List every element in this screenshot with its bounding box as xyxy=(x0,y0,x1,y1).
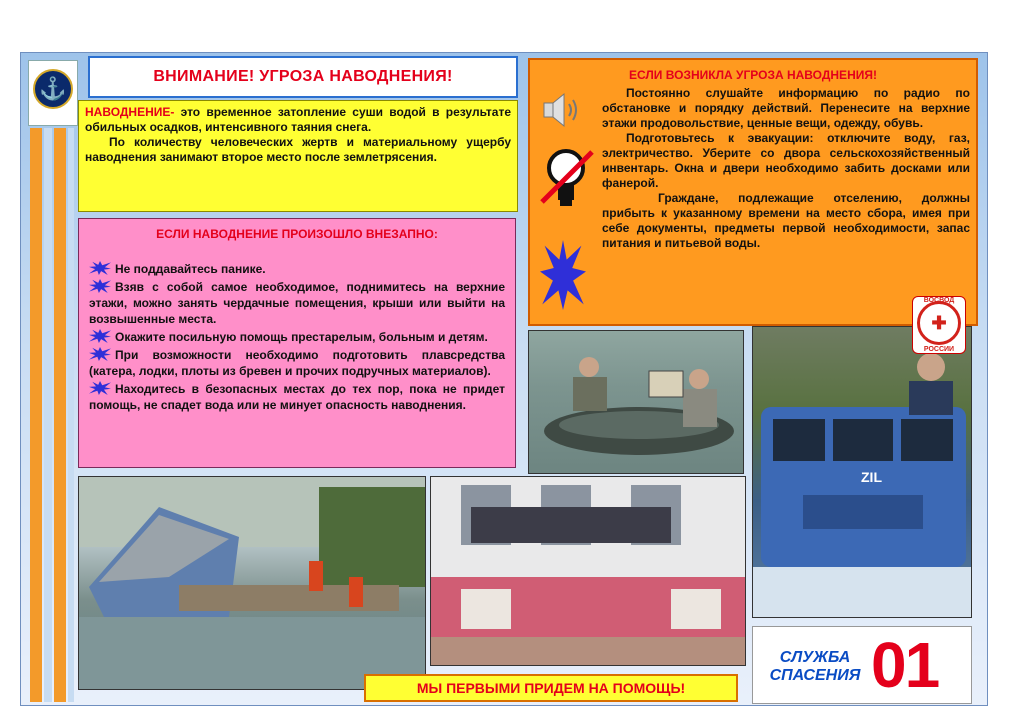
anchor-emblem-icon: ⚓ xyxy=(33,69,73,109)
speaker-icon xyxy=(540,90,584,130)
definition-text: это временное затопление суши водой в результате обильных осадков, интенсивного таяния снега. xyxy=(85,105,511,134)
page-title: ВНИМАНИЕ! УГРОЗА НАВОДНЕНИЯ! xyxy=(88,56,518,98)
rescue-service-logo xyxy=(752,626,972,704)
threat-paragraph: Постоянно слушайте информацию по радио по обстановке и порядку действий. Перенесите на верхние этажи продовольствие, ценные вещи, одежду, обувь. xyxy=(602,86,970,130)
list-item: Окажите посильную помощь престарелым, больным и детям. xyxy=(89,329,505,345)
slogan-banner: МЫ ПЕРВЫМИ ПРИДЕМ НА ПОМОЩЬ! xyxy=(364,674,738,702)
list-item: Находитесь в безопасных местах до тех пор, пока не придет помощь, не спадет вода или не минует опасность наводнения. xyxy=(89,382,505,412)
svg-text:ZIL: ZIL xyxy=(861,469,882,485)
photo-amphibious-vehicle xyxy=(752,326,972,618)
vosvod-badge: ✚ ВОСВОД РОССИИ xyxy=(912,296,966,354)
list-item: Не поддавайтесь панике. xyxy=(89,261,505,277)
sudden-flood-box xyxy=(78,218,516,468)
sudden-flood-title: ЕСЛИ НАВОДНЕНИЕ ПРОИЗОШЛО ВНЕЗАПНО: xyxy=(156,227,438,241)
burst-icon xyxy=(540,240,586,310)
burst-icon xyxy=(89,381,111,395)
side-stripe xyxy=(68,128,74,702)
side-stripe xyxy=(30,128,42,702)
definition-term: НАВОДНЕНИЕ- xyxy=(85,105,175,119)
threat-box xyxy=(528,58,978,326)
threat-paragraph: Подготовьтесь к эвакуации: отключите воду, газ, электричество. Уберите со двора сельскохозяйственный инвентарь. Окна и двери необходимо забить досками или фанерой. xyxy=(602,131,970,190)
threat-paragraph: Граждане, подлежащие отселению, должны прибыть к указанному времени на место сбора, имея при себе документы, предметы первой необходимости, запас питания и питьевой воды. xyxy=(602,191,970,250)
side-stripe xyxy=(44,128,52,702)
photo-rescue-boat xyxy=(528,330,744,474)
threat-text xyxy=(602,86,970,251)
emblem xyxy=(28,60,78,126)
burst-icon xyxy=(89,329,111,343)
threat-title: ЕСЛИ ВОЗНИКЛА УГРОЗА НАВОДНЕНИЯ! xyxy=(629,68,877,82)
rescue-service-label: СЛУЖБА СПАСЕНИЯ xyxy=(769,649,861,684)
no-light-bulb-icon xyxy=(538,144,594,210)
rescue-number: 01 xyxy=(871,629,939,701)
photo-destroyed-house xyxy=(78,476,426,690)
burst-icon xyxy=(89,261,111,275)
burst-icon xyxy=(89,279,111,293)
photo-evacuation xyxy=(430,476,746,666)
burst-icon xyxy=(89,347,111,361)
definition-paragraph: По количеству человеческих жертв и материальному ущербу наводнения занимают второе место после землетрясения. xyxy=(85,135,511,164)
list-item: Взяв с собой самое необходимое, поднимитесь на верхние этажи, можно занять чердачные помещения, крыши или выйти на возвышенные места. xyxy=(89,280,505,326)
list-item: При возможности необходимо подготовить плавсредства (катера, лодки, плоты из бревен и прочих подручных материалов). xyxy=(89,348,505,378)
cross-icon: ✚ xyxy=(931,313,947,333)
side-stripe xyxy=(54,128,66,702)
definition-box xyxy=(78,100,518,212)
